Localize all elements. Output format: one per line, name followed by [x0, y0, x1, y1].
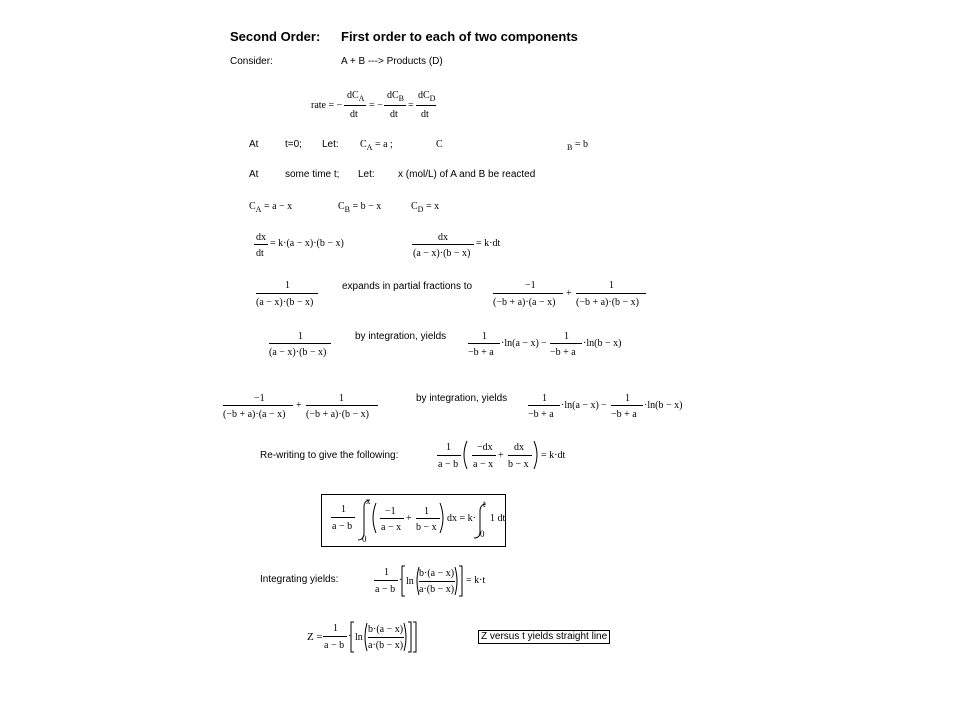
- fraction-numerator: b·(a − x): [419, 568, 455, 579]
- fraction-denominator: (−b + a)·(a − x): [223, 409, 286, 420]
- ca-expression: $C_A = a - x$: [249, 201, 293, 214]
- cd-expression: $C_D = x$: [411, 201, 440, 214]
- fraction-denominator: dt: [256, 248, 264, 259]
- dot-operator: ·: [348, 631, 352, 642]
- plus-sign: +: [498, 450, 504, 461]
- fraction-denominator: (a − x)·(b − x): [256, 297, 314, 308]
- log-term: ·ln(a − x): [561, 400, 599, 411]
- fraction-denominator: b − x: [416, 522, 437, 533]
- fraction-denominator: −b + a: [528, 409, 554, 420]
- fraction-numerator: 1: [564, 331, 569, 342]
- fraction-numerator: −1: [385, 506, 396, 517]
- fraction-numerator: dx: [438, 232, 448, 243]
- rewrite-rhs: = k·dt: [541, 450, 566, 461]
- fraction-numerator: 1: [446, 442, 451, 453]
- partial-fractions-text: expands in partial fractions to: [342, 281, 473, 292]
- time-t: some time t;: [285, 169, 340, 180]
- fraction-denominator: (−b + a)·(b − x): [306, 409, 370, 420]
- fraction-denominator: (−b + a)·(a − x): [493, 297, 556, 308]
- fraction-denominator: b − x: [508, 459, 529, 470]
- fraction-numerator: 1: [609, 280, 614, 291]
- rate-num-d: $dC_D$: [418, 90, 436, 103]
- fraction-numerator: 1: [482, 331, 487, 342]
- fraction-denominator: a − b: [332, 521, 353, 532]
- fraction-denominator: a·(b − x): [419, 584, 455, 595]
- fraction-numerator: 1: [384, 567, 389, 578]
- rate-num-a: $dC_A$: [347, 90, 365, 103]
- fraction-numerator: dx: [514, 442, 524, 453]
- rate-op: =: [408, 100, 414, 111]
- plus-sign: +: [296, 400, 302, 411]
- fraction-numerator: 1: [424, 506, 429, 517]
- dot-operator: ·: [399, 575, 403, 586]
- fraction-denominator: −b + a: [550, 347, 576, 358]
- ln-function: ln: [355, 632, 363, 643]
- rate-law-rhs: = k·(a − x)·(b − x): [270, 238, 344, 249]
- plus-sign: +: [406, 513, 412, 524]
- fraction-denominator: −b + a: [468, 347, 494, 358]
- let-label: Let:: [358, 169, 375, 180]
- integration-text: by integration, yields: [355, 331, 447, 342]
- rewrite-text: Re-writing to give the following:: [260, 450, 399, 461]
- upper-limit: t: [483, 499, 486, 509]
- fraction-denominator: (a − x)·(b − x): [269, 347, 327, 358]
- cb-symbol: C: [436, 139, 443, 150]
- fraction-numerator: −1: [254, 393, 265, 404]
- lower-limit: 0: [362, 534, 367, 544]
- cb-initial: $_B$ = b: [567, 139, 588, 152]
- rate-den-d: dt: [421, 109, 429, 120]
- reacted-description: x (mol/L) of A and B be reacted: [398, 169, 536, 180]
- upper-limit: x: [366, 496, 371, 506]
- at-label: At: [249, 169, 259, 180]
- fraction-numerator: 1: [339, 393, 344, 404]
- fraction-numerator: b·(a − x): [368, 624, 404, 635]
- fraction-denominator: (a − x)·(b − x): [413, 248, 471, 259]
- integrand: 1 dt: [490, 513, 506, 524]
- ca-initial: $C_A = a$ ;: [360, 139, 393, 152]
- reaction-equation: A + B ---> Products (D): [341, 56, 443, 67]
- heading-label: Second Order:: [230, 29, 321, 44]
- rate-num-b: $dC_B$: [387, 90, 405, 103]
- fraction-numerator: −dx: [477, 442, 493, 453]
- integrating-text: Integrating yields:: [260, 574, 339, 585]
- integration-text: by integration, yields: [416, 393, 508, 404]
- rate-lhs: rate = −: [311, 100, 343, 111]
- separated-rhs: = k·dt: [476, 238, 501, 249]
- consider-label: Consider:: [230, 56, 273, 67]
- fraction-numerator: −1: [525, 280, 536, 291]
- fraction-numerator: 1: [333, 623, 338, 634]
- fraction-denominator: a·(b − x): [368, 640, 404, 651]
- minus-sign: −: [601, 400, 607, 411]
- straight-line-note: Z versus t yields straight line: [478, 630, 610, 644]
- cb-expression: $C_B = b - x$: [338, 201, 382, 214]
- fraction-denominator: a − b: [375, 584, 396, 595]
- fraction-numerator: 1: [298, 331, 303, 342]
- fraction-numerator: 1: [542, 393, 547, 404]
- ln-function: ln: [406, 576, 414, 587]
- heading-title: First order to each of two components: [341, 29, 578, 44]
- let-label: Let:: [322, 139, 339, 150]
- time-zero: t=0;: [285, 139, 302, 150]
- integrating-rhs: = k·t: [466, 575, 486, 586]
- plus-sign: +: [566, 288, 572, 299]
- fraction-denominator: a − x: [473, 459, 494, 470]
- fraction-denominator: a − b: [438, 459, 459, 470]
- fraction-numerator: 1: [341, 504, 346, 515]
- rate-op: = −: [369, 100, 383, 111]
- z-lhs: Z =: [307, 631, 323, 643]
- fraction-denominator: −b + a: [611, 409, 637, 420]
- rate-den-b: dt: [390, 109, 398, 120]
- fraction-denominator: a − b: [324, 640, 345, 651]
- fraction-numerator: 1: [625, 393, 630, 404]
- at-label: At: [249, 139, 259, 150]
- integral-middle: dx = k·: [447, 513, 476, 524]
- log-term: ·ln(a − x): [501, 338, 539, 349]
- log-term: ·ln(b − x): [644, 400, 683, 411]
- fraction-denominator: (−b + a)·(b − x): [576, 297, 640, 308]
- fraction-numerator: 1: [285, 280, 290, 291]
- fraction-numerator: dx: [256, 232, 266, 243]
- lower-limit: 0: [480, 529, 485, 539]
- minus-sign: −: [541, 338, 547, 349]
- log-term: ·ln(b − x): [583, 338, 622, 349]
- rate-den-a: dt: [350, 109, 358, 120]
- fraction-bar: [368, 637, 404, 638]
- fraction-denominator: a − x: [381, 522, 402, 533]
